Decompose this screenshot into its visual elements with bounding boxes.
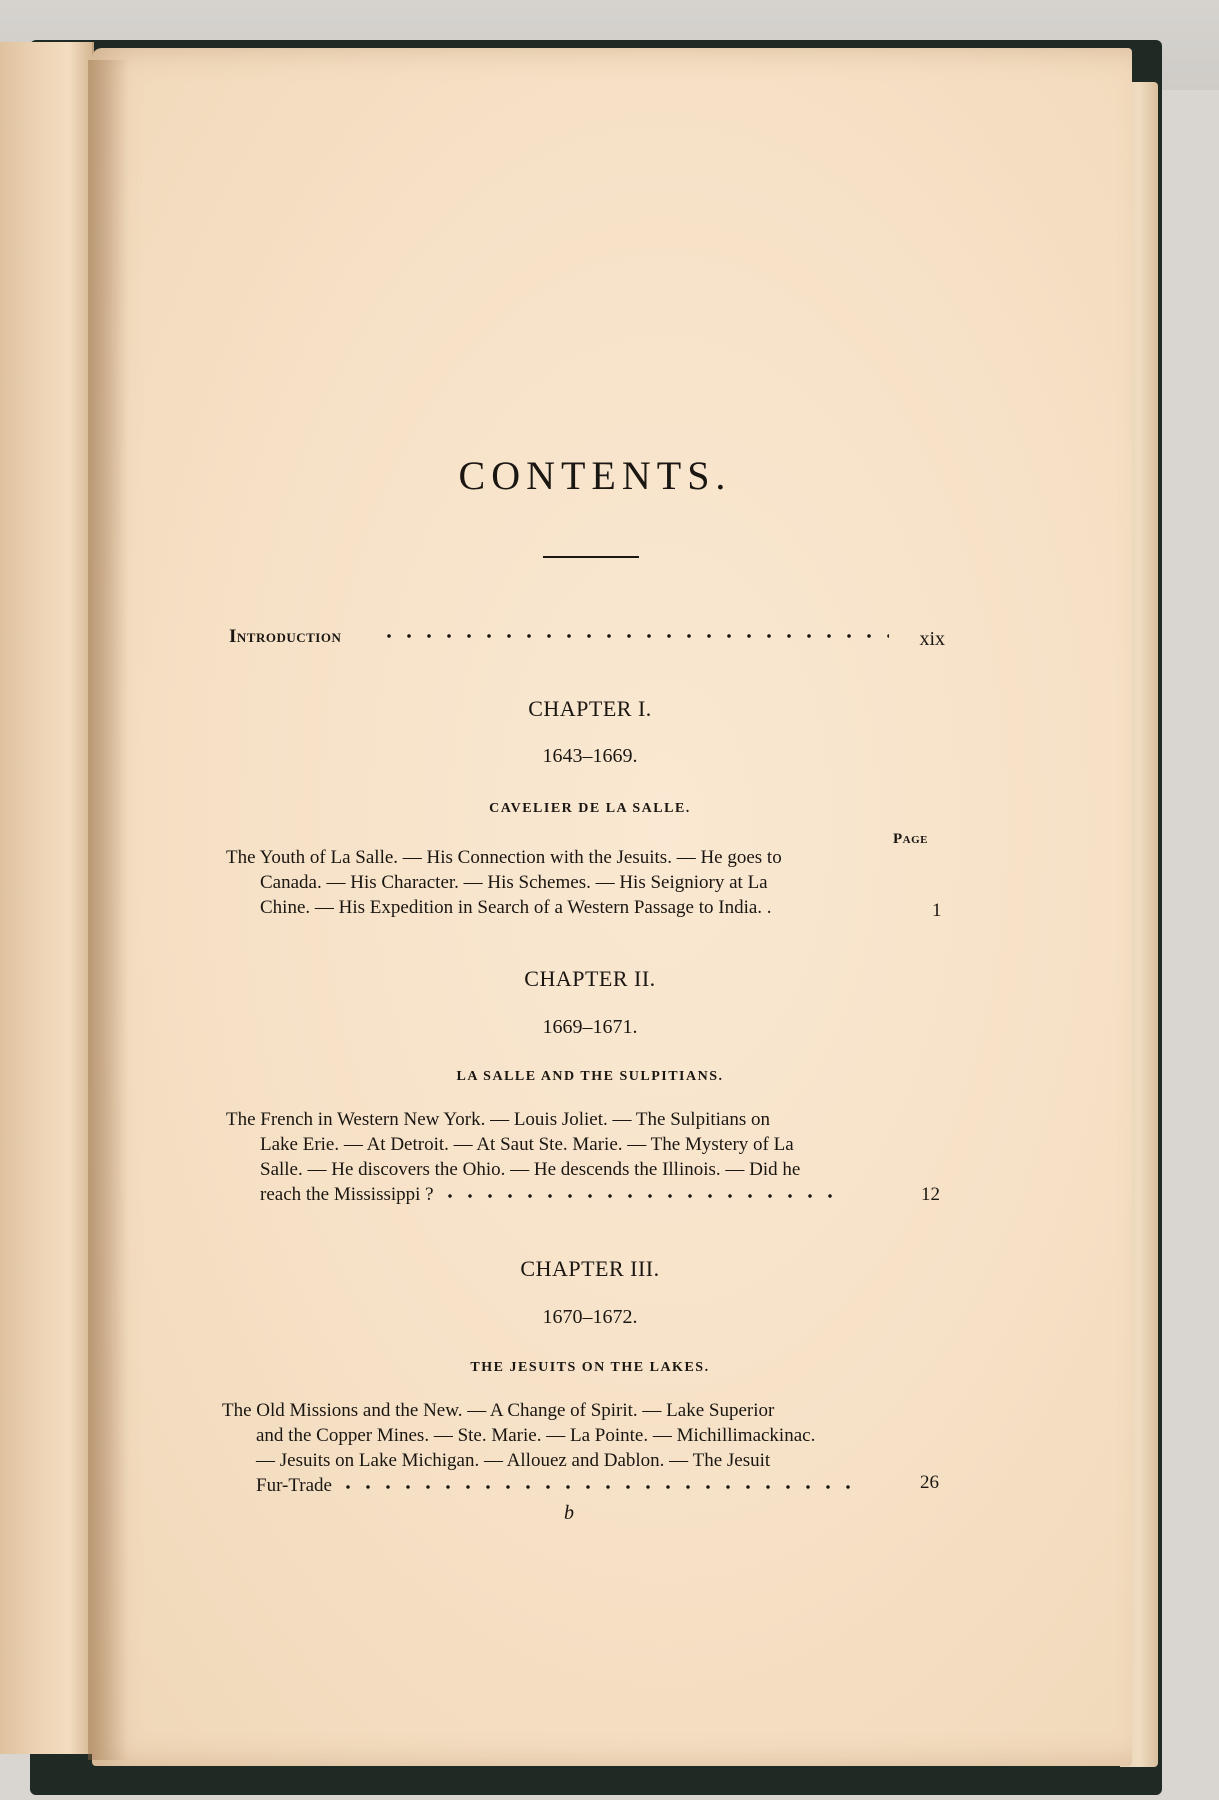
chapter-2-heading: CHAPTER II. [524,966,656,991]
summary-line [226,1182,896,1207]
chapter-1-subtitle: CAVELIER DE LA SALLE. [489,801,691,816]
introduction-label: Introduction [229,626,342,647]
page-column-label: Page [893,831,928,847]
chapter-2-subtitle: LA SALLE AND THE SULPITIANS. [456,1069,724,1084]
summary-line [222,1473,892,1498]
summary-line: The French in Western New York. — Louis Joliet. — The Sulpitians on [226,1109,770,1130]
introduction-entry [229,622,945,652]
chapter-3-summary [222,1398,892,1498]
chapter-2-years: 1669–1671. [542,1016,638,1038]
summary-line-text: Fur-Trade [256,1475,332,1496]
summary-line: The Old Missions and the New. — A Change of Spirit. — Lake Superior [222,1400,775,1421]
chapter-1-summary [226,845,896,920]
summary-line: — Jesuits on Lake Michigan. — Allouez and Dablon. — The Jesuit [256,1450,771,1471]
chapter-2-page-number: 12 [921,1184,940,1205]
summary-line: Lake Erie. — At Detroit. — At Saut Ste. Marie. — The Mystery of La [260,1134,794,1155]
leader-dots [338,1483,858,1491]
chapter-1-heading: CHAPTER I. [528,696,652,721]
chapter-1-years: 1643–1669. [542,745,638,767]
summary-line: Canada. — His Character. — His Schemes. — His Seigniory at La [260,872,768,893]
page-title: CONTENTS. [458,453,732,498]
summary-line: The Youth of La Salle. — His Connection with the Jesuits. — He goes to [226,847,782,868]
summary-line: and the Copper Mines. — Ste. Marie. — La Pointe. — Michillimackinac. [256,1425,816,1446]
leader-dots [440,1192,840,1200]
signature-mark: b [564,1502,574,1524]
leader-dots [379,632,889,640]
summary-line-text: reach the Mississippi ? [260,1184,434,1205]
chapter-3-page-number: 26 [920,1472,939,1493]
chapter-2-summary [226,1107,896,1207]
chapter-3-years: 1670–1672. [542,1306,638,1328]
introduction-page-number: xix [919,628,945,650]
chapter-3-subtitle: THE JESUITS ON THE LAKES. [470,1360,710,1375]
chapter-1-page-number: 1 [932,900,942,921]
summary-line: Chine. — His Expedition in Search of a Western Passage to India. . [260,897,772,918]
chapter-3-heading: CHAPTER III. [520,1256,660,1281]
summary-line: Salle. — He discovers the Ohio. — He descends the Illinois. — Did he [260,1159,801,1180]
title-rule [543,556,639,558]
